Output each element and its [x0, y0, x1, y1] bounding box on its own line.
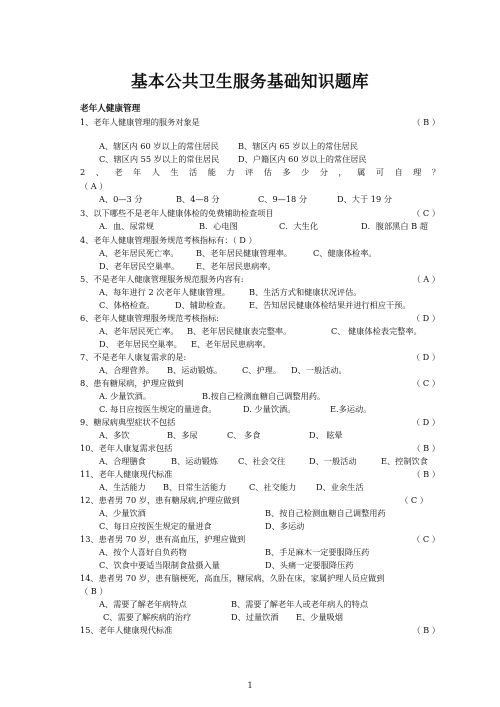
question-char: 评 [245, 167, 254, 177]
option: C、需要了解疾病的治疗 [103, 612, 192, 622]
question-text: 15、老年人健康现代标准 [80, 625, 173, 635]
option: B、辖区内 65 岁以上的常住居民 [238, 141, 358, 151]
answer: （ A ） [80, 181, 108, 191]
option: D、老年居民空巢率。 [99, 261, 180, 271]
option: A．血、尿常规 [99, 221, 155, 231]
options-row [99, 325, 459, 337]
options-row [99, 338, 459, 350]
question-text: 6、老年人健康管理服务规范考核指标: [80, 313, 219, 323]
question-char: 、 [95, 167, 104, 177]
answer-line [80, 585, 440, 597]
question-text: 14、患者男 70 岁，患有脑梗死，高血压，糖尿病，久卧在床，家属护理人员应做到 [80, 573, 385, 583]
question-8 [80, 377, 440, 389]
answer: （ D ） [411, 417, 440, 427]
question-char: 生 [170, 167, 179, 177]
question-text: 4、老年人健康管理服务规范考核指标有：（ D ） [80, 235, 257, 245]
option: D、过量饮酒 [231, 612, 279, 622]
option: D、大于 19 分 [337, 194, 392, 204]
options-row [99, 153, 459, 165]
option: C、体格检查。 [99, 300, 155, 310]
options-row [99, 247, 459, 259]
option: B、4—8 分 [176, 194, 220, 204]
option: B、日常生活能力 [163, 482, 227, 492]
options-row [99, 260, 459, 272]
question-text: 5、不是老年人健康管理服务规范服务内容有: [80, 274, 244, 284]
option: C、每日应按医生规定的量进食 [99, 521, 212, 531]
answer: （ B ） [80, 586, 108, 596]
option: C、饮食中要适当限制食盐摄入量 [99, 560, 220, 570]
question-15 [80, 624, 440, 636]
option: C、 健康体检表完整率。 [331, 326, 422, 336]
option: C、社会交往 [238, 456, 286, 466]
option: B.按自己检测血糖自己调整用药。 [202, 391, 326, 401]
question-text: 8、患有糖尿病，护理应做到 [80, 378, 184, 388]
option: A、生活能力 [99, 482, 146, 492]
page-title: 基本公共卫生服务基础知识题库 [131, 72, 369, 91]
question-char: ， [338, 167, 347, 177]
option: A、需要了解老年病特点 [99, 599, 187, 609]
option: A、合理膳食 [99, 456, 146, 466]
question-char: 理 [413, 167, 422, 177]
answer: （ C ） [412, 534, 440, 544]
answer: （ D ） [411, 352, 440, 362]
question-1 [80, 116, 440, 128]
option: A、多饮 [99, 430, 130, 440]
options-row [99, 455, 459, 467]
question-12 [80, 494, 440, 506]
answer: （ B ） [412, 625, 440, 635]
options-row [99, 403, 459, 415]
question-9 [80, 416, 440, 428]
option: C、护理。 [242, 365, 282, 375]
options-row [99, 286, 459, 298]
option: B、老年居民健康表完整率。 [187, 326, 292, 336]
options-row [99, 598, 459, 610]
question-char: 年 [133, 167, 142, 177]
question-char: 老 [114, 167, 123, 177]
option: D、一般活动 [309, 456, 357, 466]
option: B、多尿 [167, 430, 198, 440]
answer: （ B ） [412, 443, 440, 453]
options-row [99, 520, 459, 532]
question-2 [80, 166, 440, 178]
option: A、辖区内 60 岁以上的常住居民 [99, 141, 219, 151]
option: A、少量饮酒 [99, 508, 146, 518]
option: E、少量吸烟 [296, 612, 343, 622]
option: B、运动锻炼。 [167, 365, 223, 375]
question-text: 1、老年人健康管理的服务对象是 [80, 117, 200, 127]
question-char: 可 [375, 167, 384, 177]
option: B、生活方式和健康状况评估。 [249, 287, 362, 297]
question-14 [80, 572, 440, 584]
question-3 [80, 207, 440, 219]
options-row [99, 611, 459, 623]
question-char: 活 [189, 167, 198, 177]
options-row [99, 546, 459, 558]
options-row [99, 364, 459, 376]
answer: （ D ） [411, 313, 440, 323]
options-row [99, 140, 459, 152]
answer: （ C ） [400, 495, 428, 505]
option: E、告知居民健康体检结果并进行相应干预。 [249, 300, 411, 310]
option: B．心电图 [199, 221, 238, 231]
option: D、 老年居民空巢率。 [99, 339, 182, 349]
question-text: 7、不是老年人康复需求的是: [80, 352, 187, 362]
question-char: 自 [394, 167, 403, 177]
question-char: ？ [431, 167, 440, 177]
answer: （ C ） [412, 378, 440, 388]
option: A、0—3 分 [99, 194, 143, 204]
option: D、头痛一定要服降压药 [265, 560, 354, 570]
option: D．腹部黑白 B 超 [361, 221, 428, 231]
question-7 [80, 351, 440, 363]
answer: （ C ） [412, 208, 440, 218]
option: B、需要了解老年人或老年病人的特点 [231, 599, 369, 609]
option: E、老年居民患病率。 [196, 261, 276, 271]
option: B、老年居民健康管理率。 [196, 248, 293, 258]
question-char: 估 [263, 167, 272, 177]
option: C、辖区内 55 岁以上的常住居民 [99, 154, 220, 164]
question-6 [80, 312, 440, 324]
options-row [99, 429, 459, 441]
question-char: 少 [301, 167, 310, 177]
question-text: 3、以下哪些不是老年人健康体检的免费辅助检查项目 [80, 208, 274, 218]
question-text: 12、患者男 70 岁，患有糖尿病,护理应做到 [80, 495, 240, 505]
options-row [99, 481, 459, 493]
option: C. 每日应按医生规定的量进食。 [99, 404, 217, 414]
options-row [99, 390, 459, 402]
option: D、一般活动。 [291, 365, 347, 375]
options-row [99, 220, 459, 232]
option: A、每年进行 2 次老年人健康管理。 [99, 287, 230, 297]
section-heading: 老年人健康管理 [80, 104, 141, 114]
options-row [99, 507, 459, 519]
answer-line [80, 180, 440, 192]
question-text: 11、老年人健康现代标准 [80, 469, 173, 479]
question-char: 人 [151, 167, 160, 177]
answer: （ A ） [412, 274, 440, 284]
options-row [99, 559, 459, 571]
option: D、业余生活 [316, 482, 364, 492]
question-13 [80, 533, 440, 545]
question-4 [80, 234, 440, 246]
question-char: 属 [357, 167, 366, 177]
option: A、按个人喜好自负药物 [99, 547, 187, 557]
option: C．大生化 [279, 221, 319, 231]
question-char: 2 [80, 167, 86, 177]
question-10 [80, 442, 440, 454]
answer: （ B ） [412, 117, 440, 127]
question-11 [80, 468, 440, 480]
question-text: 13、患者男 70 岁，患有高血压，护理应做到 [80, 534, 246, 544]
option: D、户籍区内 60 岁以上的常住居民 [238, 154, 367, 164]
option: D. 少量饮酒。 [243, 404, 296, 414]
option: B、运动锻炼 [171, 456, 218, 466]
option: A. 少量饮酒。 [99, 391, 152, 401]
option: A、老年居民死亡率。 [99, 248, 179, 258]
option: A、合理营养。 [99, 365, 155, 375]
option: B、手足麻木一定要服降压药 [265, 547, 370, 557]
question-char: 能 [207, 167, 216, 177]
option: D、多运动 [265, 521, 305, 531]
option: B、按自己检测血糖自己调整用药 [265, 508, 386, 518]
option: C、9—18 分 [258, 194, 308, 204]
option: E.多运动。 [330, 404, 372, 414]
question-char: 力 [226, 167, 235, 177]
option: C、社交能力 [249, 482, 297, 492]
question-text: 9、糖尿病典型症状不包括 [80, 417, 176, 427]
option: C、 多食 [227, 430, 261, 440]
option: D、 眩晕 [309, 430, 343, 440]
options-row [99, 193, 459, 205]
options-row [99, 299, 459, 311]
option: C、健康体检率。 [313, 248, 377, 258]
question-text: 10、老年人康复需求包括 [80, 443, 173, 453]
question-char: 分 [319, 167, 328, 177]
question-5 [80, 273, 440, 285]
option: A、老年居民死亡率。 [99, 326, 179, 336]
option: D、辅助检查。 [175, 300, 231, 310]
option: E、老年居民患病率。 [191, 339, 271, 349]
page-number: 1 [247, 681, 253, 690]
question-char: 多 [282, 167, 291, 177]
answer: （ B ） [412, 469, 440, 479]
option: E、控制饮食 [381, 456, 428, 466]
